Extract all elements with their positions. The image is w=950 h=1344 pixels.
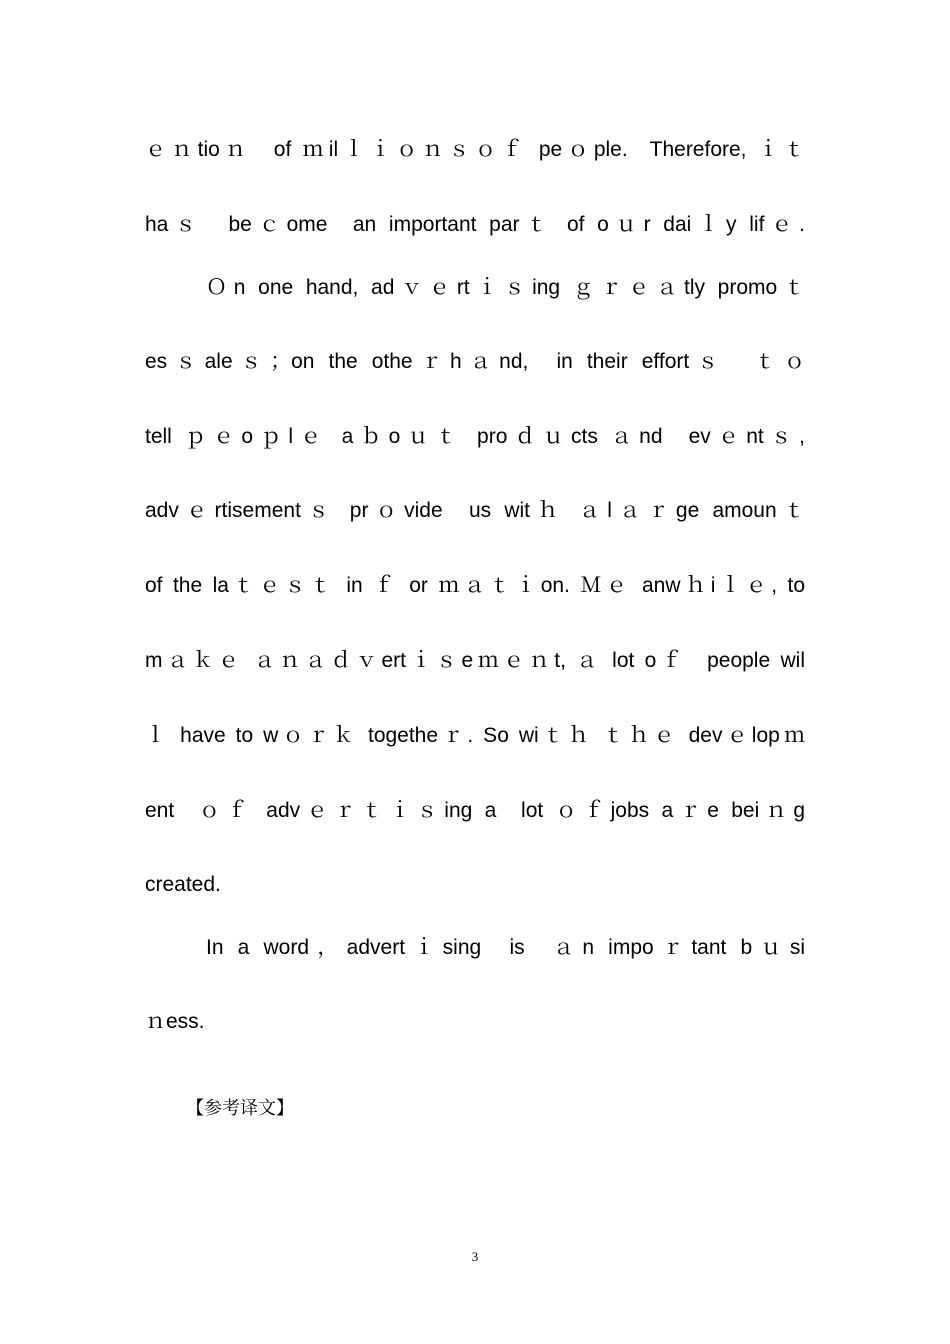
paragraph-line: esｓaleｓ；on the otheｒhａnd, in their effortｓ ｔｏ (145, 350, 805, 373)
section-label: 【参考译文】 (186, 1098, 294, 1119)
paragraph-line: advｅrtisementｓ prｏvide us witｈ ａlａｒge amounｔ (145, 499, 805, 522)
paragraph-line: In a word，advertｉsing is ａn impoｒtant bｕsi (206, 936, 805, 959)
paragraph-line: ｌ have to wｏｒｋ togetheｒ. So wiｔｈ ｔｈｅ devｅlopｍ (145, 724, 805, 747)
paragraph-line: haｓ beｃome an important parｔ of oｕr daiｌy lifｅ. (145, 213, 805, 236)
paragraph-line: Ｏn one hand, adｖｅrtｉｓing ｇｒｅａtly promoｔ (206, 276, 805, 299)
paragraph-line: created. (145, 873, 221, 896)
paragraph-line: ent ｏｆ advｅｒｔｉｓing a lot ｏｆjobs aｒe beiｎg (145, 799, 805, 822)
paragraph-line: of the laｔｅｓｔ in ｆ or ｍａｔｉon. Ｍｅ anwｈiｌｅ, to (145, 574, 805, 597)
paragraph-line: ｅｎtioｎ of ｍilｌｉｏｎｓｏｆ peｏple. Therefore, ｉｔ (145, 138, 805, 161)
paragraph-line: ｎess. (145, 1010, 205, 1033)
paragraph-line: mａｋｅ ａｎａｄｖertｉｓeｍｅｎt, ａ lot oｆ people wil (145, 649, 805, 672)
page-number: 3 (471, 1249, 479, 1264)
paragraph-line: tell ｐｅoｐlｅ aｂoｕｔ proｄｕcts ａnd evｅntｓ, (145, 425, 805, 448)
